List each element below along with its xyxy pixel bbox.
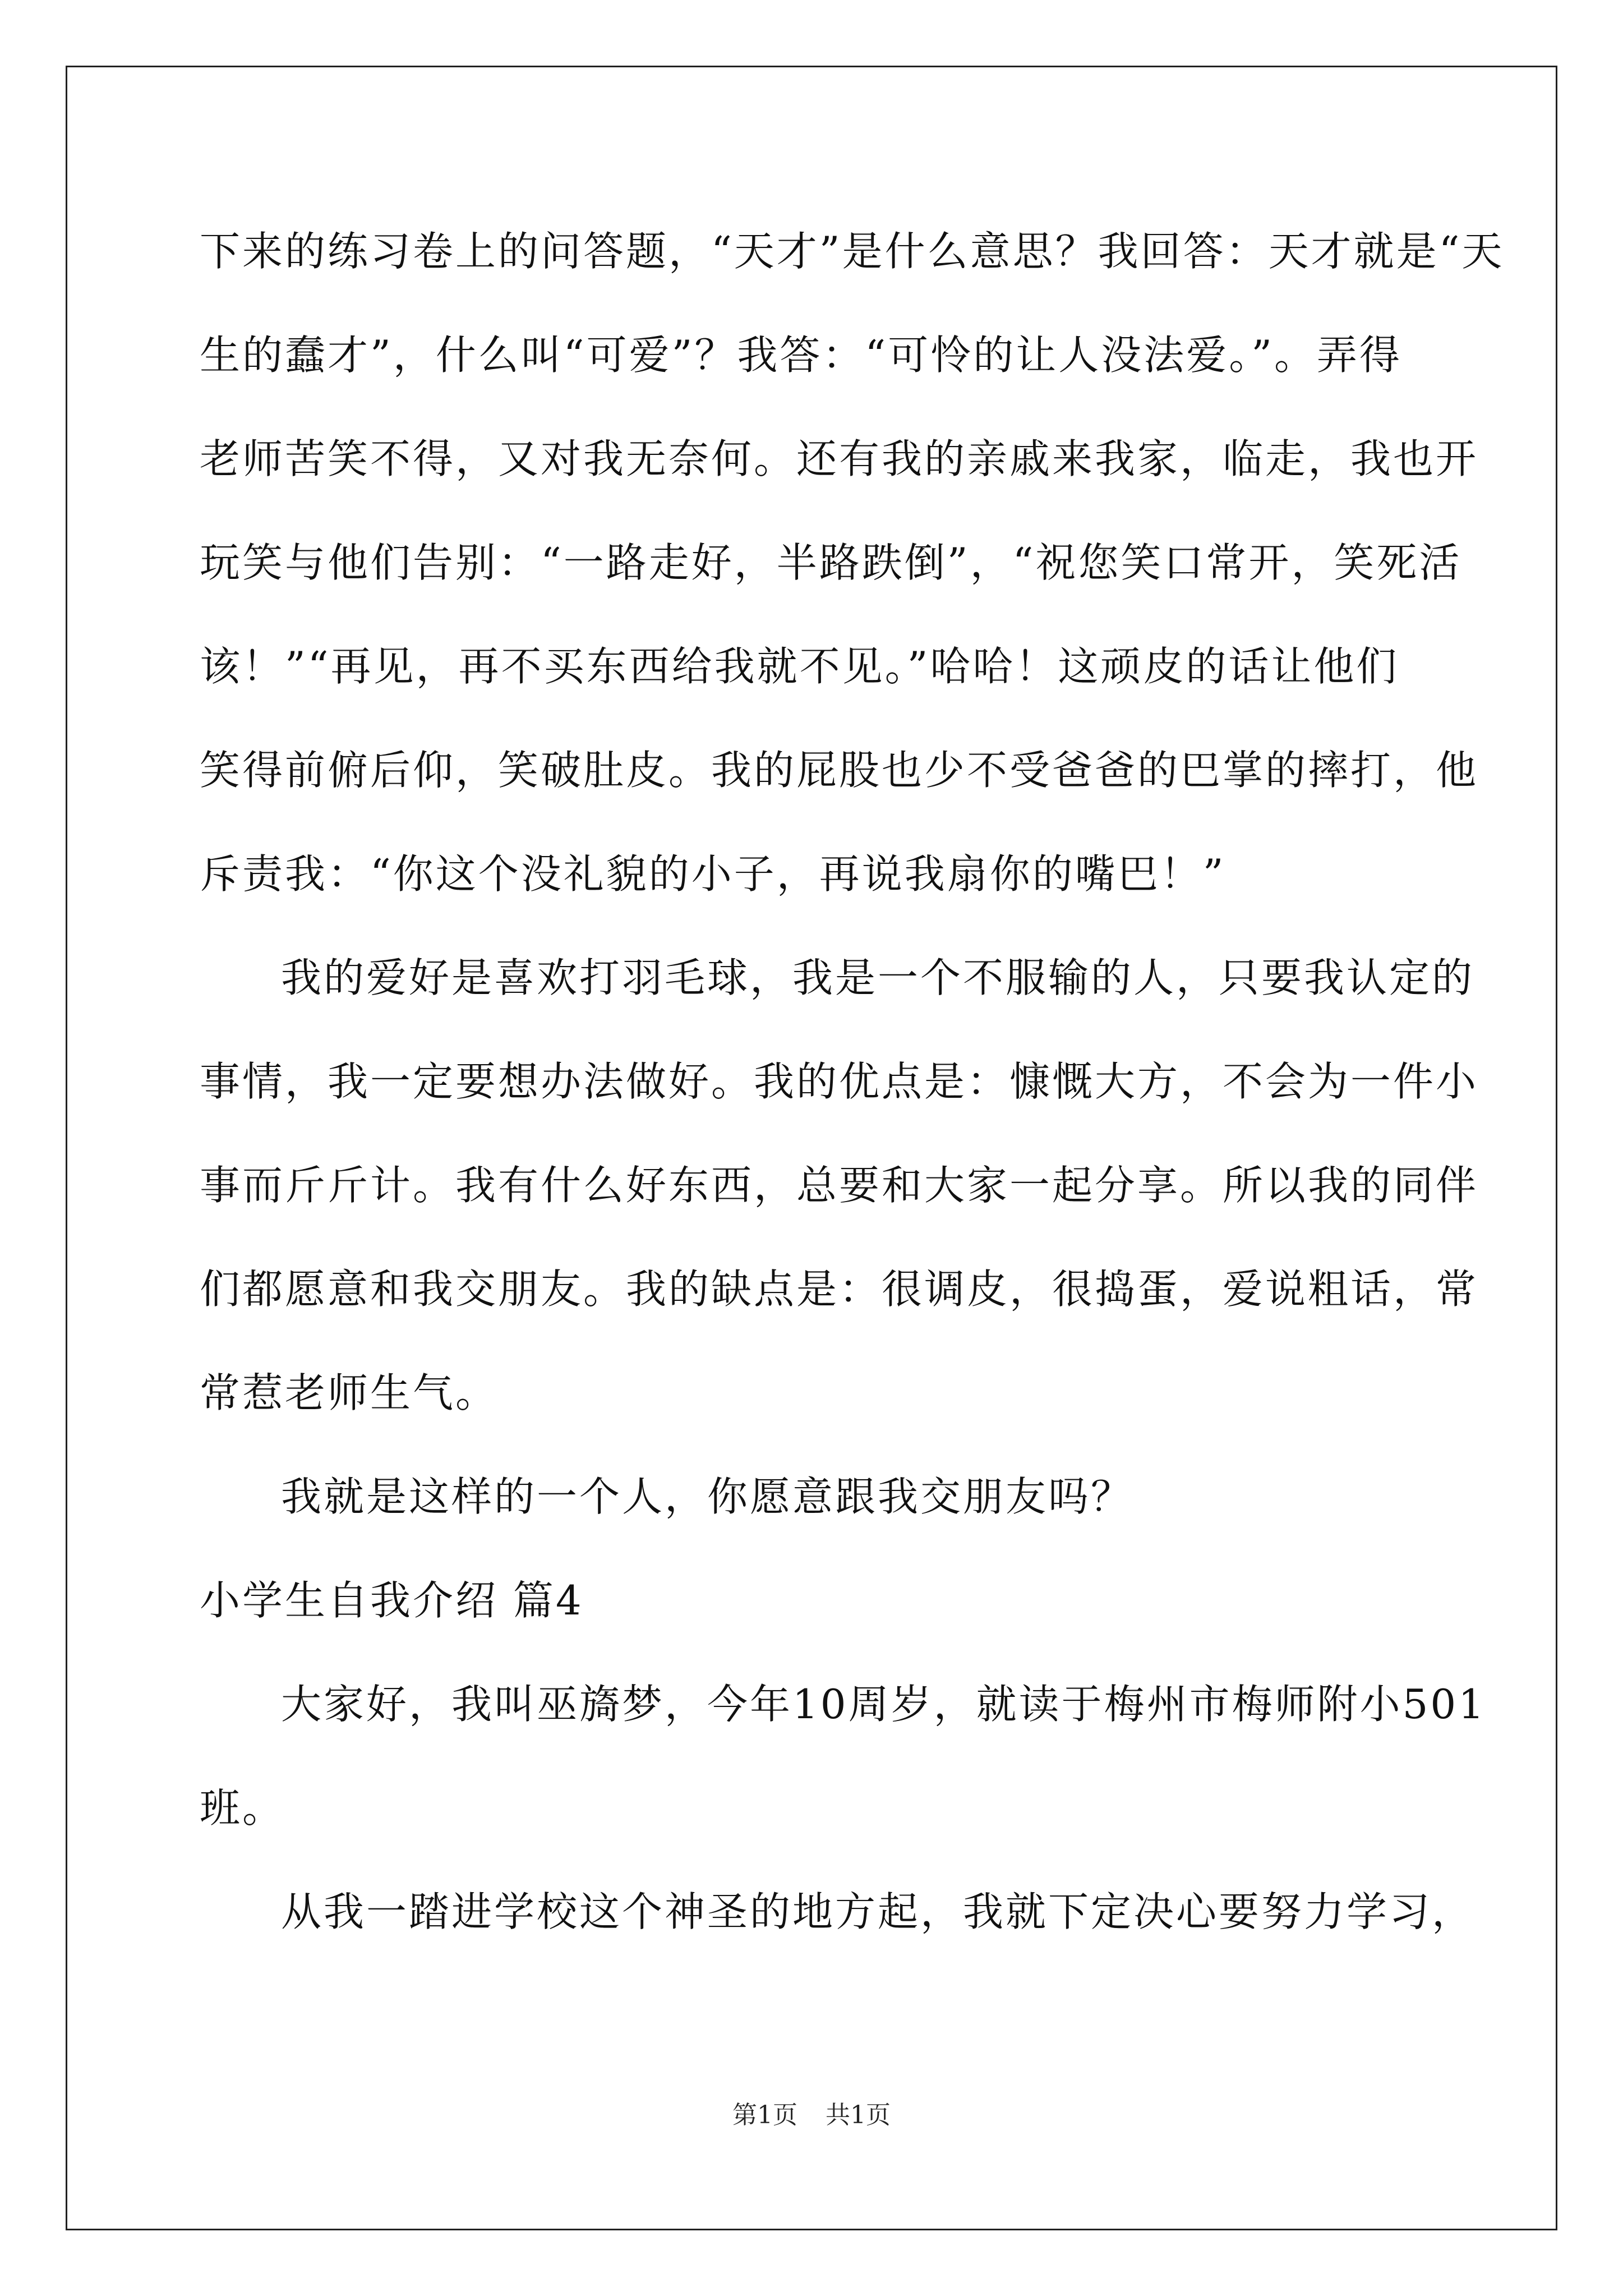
paragraph-line: 玩笑与他们告别：“一路走好，半路跌倒”，“祝您笑口常开，笑死活	[200, 539, 1462, 586]
paragraph-line: 该！”“再见，再不买东西给我就不见。”哈哈！这顽皮的话让他们	[200, 643, 1399, 690]
paragraph-line: 笑得前俯后仰，笑破肚皮。我的屁股也少不受爸爸的巴掌的摔打，他	[200, 747, 1479, 794]
paragraph-line: 我就是这样的一个人，你愿意跟我交朋友吗？	[281, 1473, 1134, 1520]
paragraph-line: 事而斤斤计。我有什么好东西，总要和大家一起分享。所以我的同伴	[200, 1162, 1479, 1209]
page-total-label: 共1页	[826, 2101, 891, 2129]
paragraph-line: 从我一踏进学校这个神圣的地方起，我就下定决心要努力学习，	[281, 1888, 1475, 1935]
paragraph-line: 们都愿意和我交朋友。我的缺点是：很调皮，很捣蛋，爱说粗话，常	[200, 1266, 1479, 1313]
paragraph-line: 班。	[200, 1784, 285, 1832]
paragraph-line: 老师苦笑不得，又对我无奈何。还有我的亲戚来我家，临走，我也开	[200, 435, 1479, 482]
document-body	[200, 215, 1505, 1979]
paragraph-line: 事情，我一定要想办法做好。我的优点是：慷慨大方，不会为一件小	[200, 1058, 1479, 1105]
paragraph-line: 下来的练习卷上的问答题，“天才”是什么意思？我回答：天才就是“天	[200, 228, 1505, 275]
page-footer	[0, 2095, 1623, 2131]
paragraph-line: 斥责我：“你这个没礼貌的小子，再说我扇你的嘴巴！”	[200, 850, 1226, 898]
paragraph-line: 常惹老师生气。	[200, 1369, 499, 1416]
paragraph-line: 生的蠢才”，什么叫“可爱”？我答：“可怜的让人没法爱。”。弄得	[200, 332, 1403, 379]
page-number-label: 第1页	[732, 2101, 797, 2129]
paragraph-line: 我的爱好是喜欢打羽毛球，我是一个不服输的人，只要我认定的	[281, 954, 1475, 1001]
paragraph-line: 大家好，我叫巫旖梦，今年10周岁，就读于梅州市梅师附小501	[281, 1681, 1487, 1728]
section-heading: 小学生自我介绍 篇4	[200, 1577, 584, 1624]
